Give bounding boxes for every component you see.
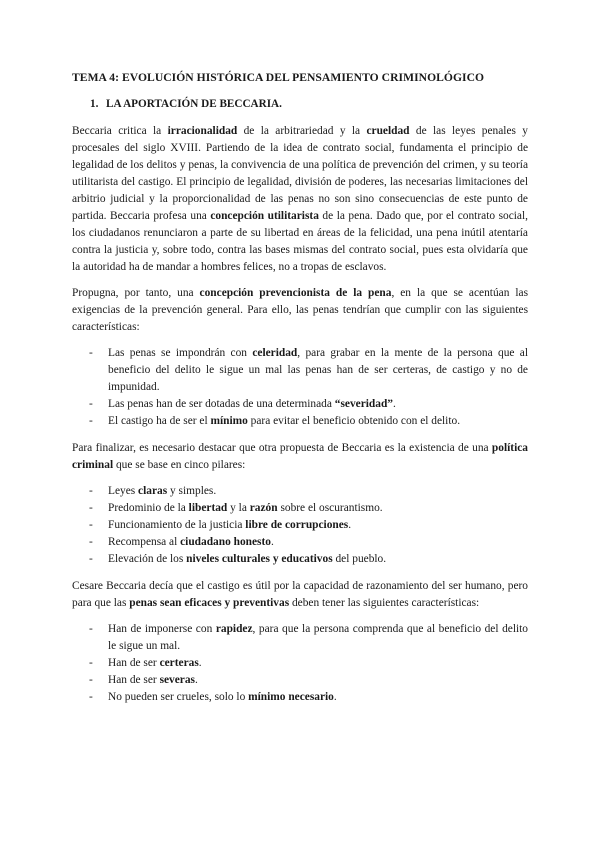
five-pillars-list [72, 483, 528, 568]
paragraph-beccaria-critique: Beccaria critica la irracionalidad de la arbitrariedad y la crueldad de las leyes penales y procesales del siglo XVIII. Partiendo de la idea de contrato social, fundamenta el principio de legalidad de los delitos y penas, la convivencia de una política de prevención del crimen, y su teoría utilitarista del castigo. El principio de legalidad, división de poderes, las necesarias limitaciones del arbitrio judicial y la proporcionalidad de las penas no son sino consecuencias de este punto de partida. Beccaria profesa una concepción utilitarista de la pena. Dado que, por el contrato social, los ciudadanos renunciaron a parte de su libertad en áreas de la felicidad, una pena inútil atentaría contra la justicia y, sobre todo, contra las bases mismas del contrato social, pues esta olvidaría que la autoridad ha de mandar a hombres felices, no a tropas de esclavos. [72, 125, 529, 273]
list-item: - El castigo ha de ser el mínimo para evitar el beneficio obtenido con el delito. [89, 415, 461, 427]
penalty-characteristics-list [72, 345, 528, 430]
list-item: - No pueden ser crueles, solo lo mínimo necesario. [89, 691, 337, 703]
paragraph-criminal-policy: Para finalizar, es necesario destacar que otra propuesta de Beccaria es la existencia de una política criminal que se base en cinco pilares: [72, 442, 528, 471]
list-item: - Han de ser certeras. [89, 657, 202, 669]
list-item: - Elevación de los niveles culturales y educativos del pueblo. [89, 553, 387, 565]
list-item: - Funcionamiento de la justicia libre de corrupciones. [89, 519, 352, 531]
paragraph-effective-penalties: Cesare Beccaria decía que el castigo es útil por la capacidad de razonamiento del ser humano, pero para que las penas sean eficaces y preventivas deben tener las siguientes características: [72, 580, 528, 609]
list-item: - Recompensa al ciudadano honesto. [89, 536, 274, 548]
list-item: - Las penas se impondrán con celeridad, para grabar en la mente de la persona que al beneficio del delito le sigue un mal las penas han de ser certeras, de castigo y no de impunidad. [89, 347, 528, 393]
effective-penalties-list [72, 621, 528, 706]
section-heading [90, 97, 528, 112]
list-item: - Han de ser severas. [89, 674, 198, 686]
section-title: LA APORTACIÓN DE BECCARIA. [106, 98, 282, 110]
document-title: TEMA 4: EVOLUCIÓN HISTÓRICA DEL PENSAMIENTO CRIMINOLÓGICO [72, 71, 485, 84]
section-number: 1. [90, 98, 99, 110]
list-item: - Predominio de la libertad y la razón sobre el oscurantismo. [89, 502, 383, 514]
list-item: - Leyes claras y simples. [89, 485, 217, 497]
list-item: - Han de imponerse con rapidez, para que la persona comprenda que al beneficio del delito le sigue un mal. [89, 623, 529, 652]
list-item: - Las penas han de ser dotadas de una determinada “severidad”. [89, 398, 396, 410]
paragraph-prevention: Propugna, por tanto, una concepción prevencionista de la pena, en la que se acentúan las exigencias de la prevención general. Para ello, las penas tendrían que cumplir con las siguientes características: [72, 287, 529, 333]
